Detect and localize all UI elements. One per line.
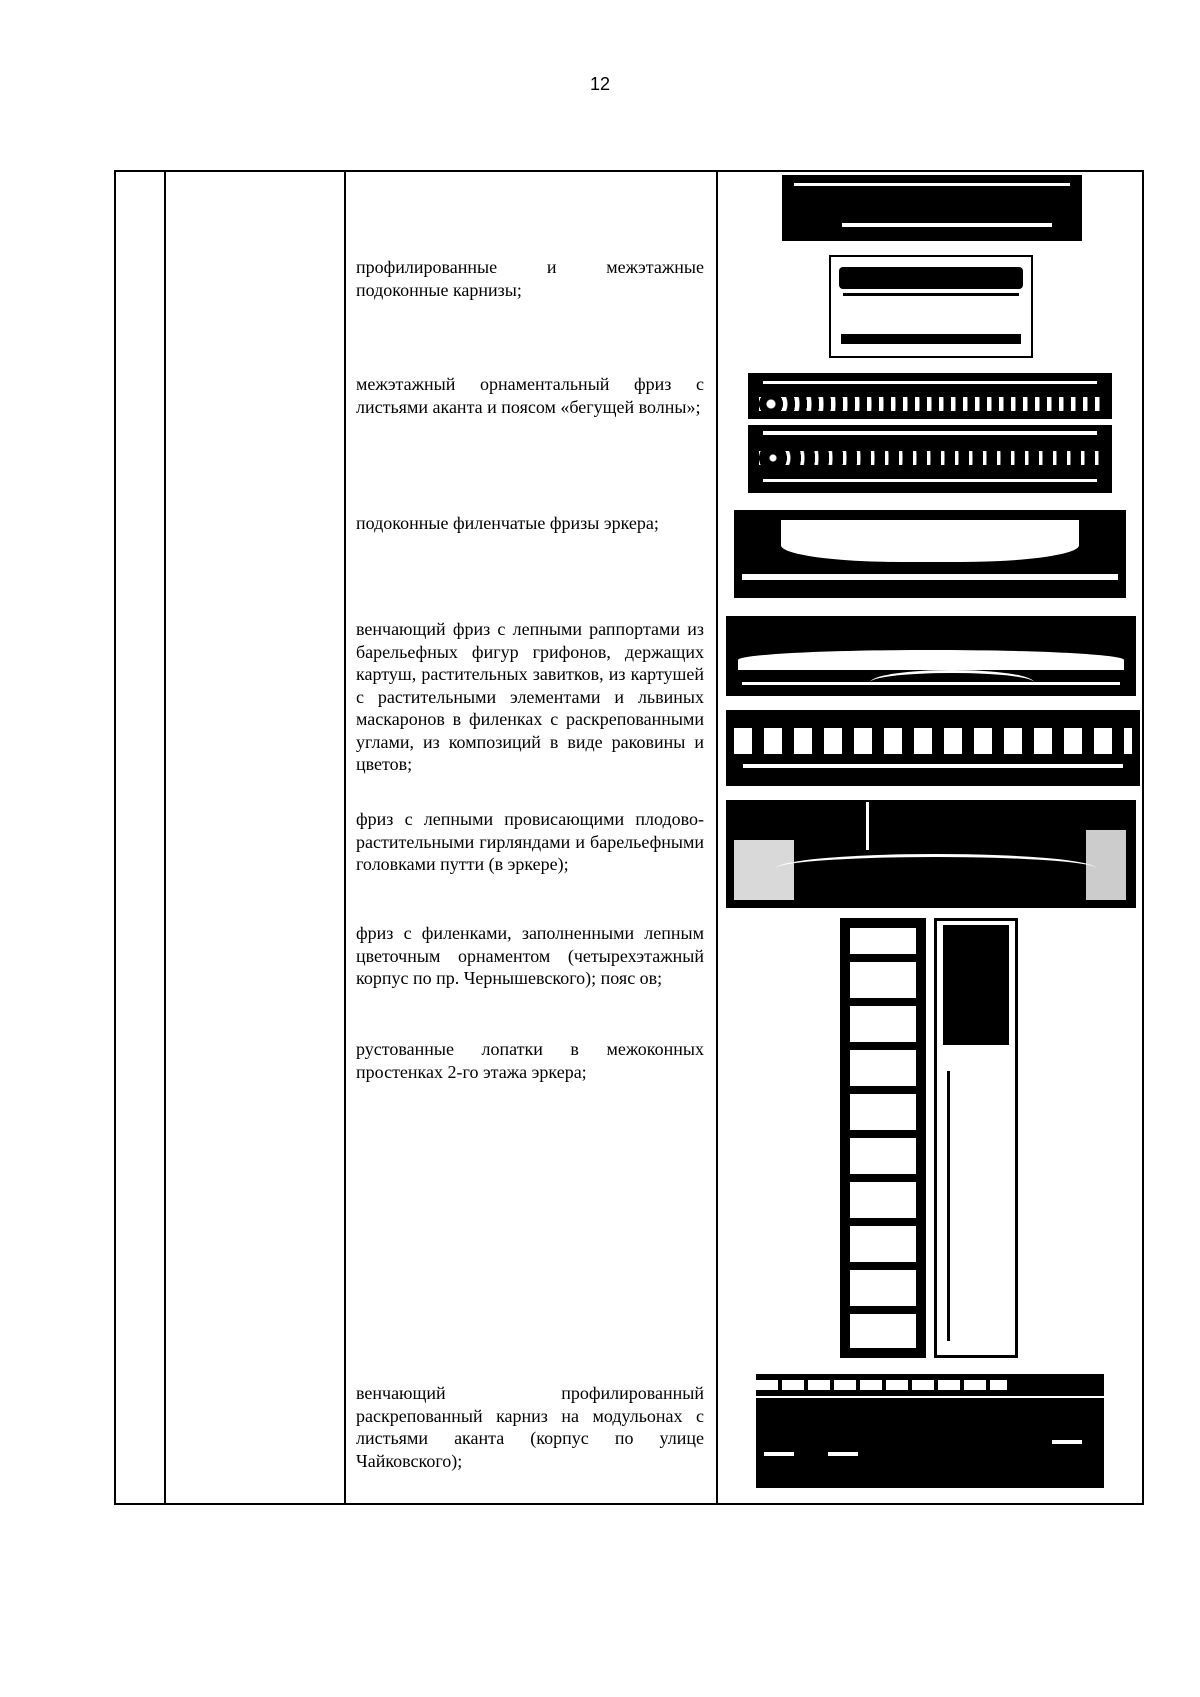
item-text-crowning-cornice: венчающий профилированный раскрепованный карниз на модульонах с листьями аканта (корпус по улице Чайковского); (356, 1383, 704, 1471)
photo-griffin-frieze-upper (726, 616, 1136, 696)
item-text-acanthus-frieze: межэтажный орнаментальный фриз с листьями аканта и поясом «бегущей волны»; (356, 374, 704, 417)
page-number: 12 (589, 74, 611, 94)
item-text-floral-panel-frieze: фриз с филенками, заполненными лепным цветочным орнаментом (четырехэтажный корпус по пр. Чернышевского); пояс ов; (356, 923, 704, 988)
photo-cornice-top (782, 175, 1082, 241)
item-text-rusticated-pilasters: рустованные лопатки в межоконных простенках 2-го этажа эркера; (356, 1039, 704, 1082)
item-text-cornices: профилированные и межэтажные подоконные карнизы; (356, 257, 704, 300)
table-column-divider (716, 172, 718, 1503)
item-text-bay-panel-friezes: подоконные филенчатые фризы эркера; (356, 513, 659, 533)
photo-acanthus-frieze-lower (748, 425, 1112, 493)
table-column-divider (344, 172, 346, 1503)
photo-acanthus-frieze-upper (748, 373, 1112, 419)
photo-crowning-cornice (756, 1374, 1104, 1488)
table-column-divider (164, 172, 166, 1503)
photo-rusticated-pilaster-left (840, 918, 926, 1358)
photo-rusticated-pilaster-right (934, 918, 1018, 1358)
photo-garland-frieze (726, 800, 1136, 908)
photo-window-cornice (829, 255, 1033, 358)
item-text-garland-frieze: фриз с лепными провисающими плодово-растительными гирляндами и барельефными головками путти (в эркере); (356, 809, 704, 874)
photo-bay-panel-frieze (734, 510, 1126, 598)
photo-griffin-frieze-lower (726, 710, 1140, 786)
item-text-crowning-frieze-griffins: венчающий фриз с лепными раппортами из барельефных фигур грифонов, держащих картуш, растительных завитков, из картушей с растительными элементами и львиных маскаронов в филенках с раскрепованными углами, из композиций в виде раковины и цветов; (356, 619, 704, 774)
